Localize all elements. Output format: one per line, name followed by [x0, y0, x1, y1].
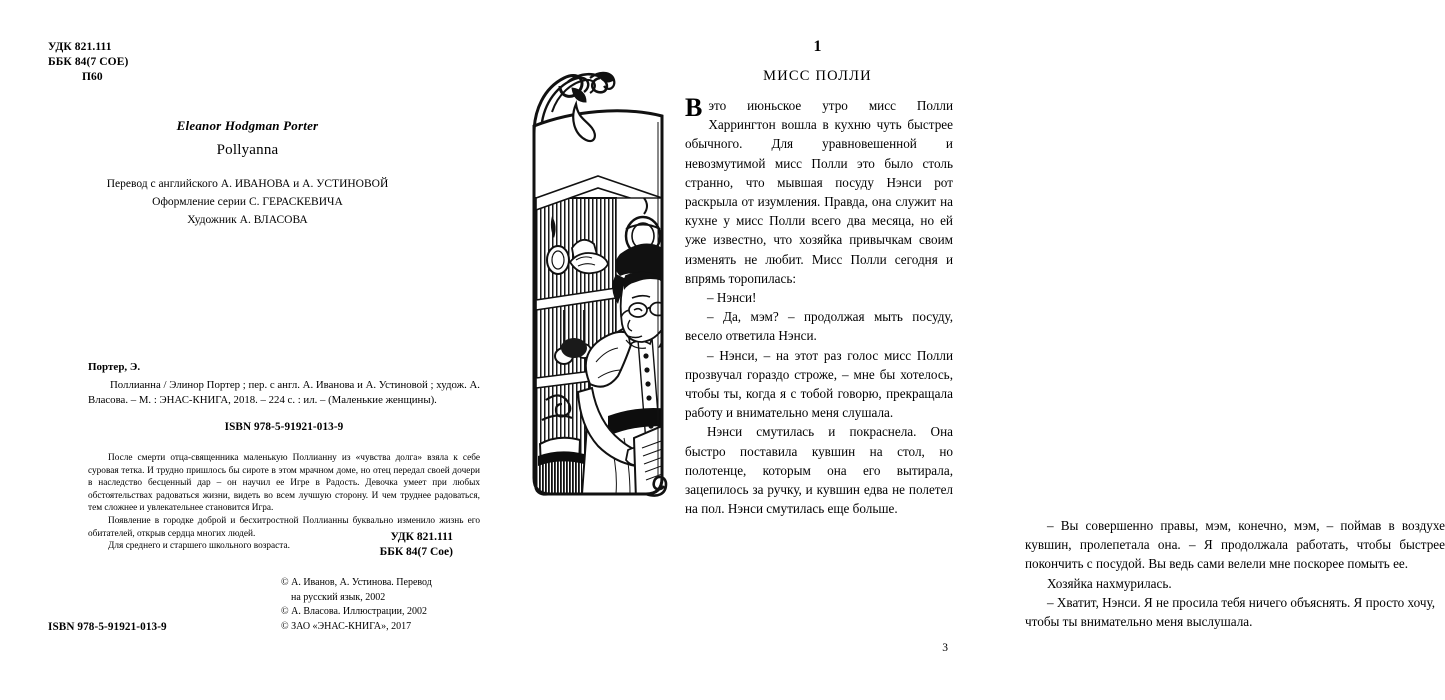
udk-bbk-bottom-block	[380, 530, 453, 560]
original-title-block	[0, 118, 495, 159]
body-paragraph-text: это июньское утро мисс Полли Харрингтон вошла в кухню чуть быстрее обычного. Для уравновешенной и невозмутимой мисс Полли это было столь странно, что мывшая посуду Нэнси рот раскрыла от изумления. Правда, она служит на кухне у мисс Полли всего два месяца, но ей уже известно, что хозяйка привычкам своим изменять не любит. Мисс Полли сегодня и впрямь торопилась:	[685, 98, 953, 286]
chapter-title: МИСС ПОЛЛИ	[763, 68, 872, 84]
body-paragraph: – Нэнси!	[707, 290, 757, 306]
illustration-scene	[512, 48, 682, 510]
cip-block	[88, 360, 480, 435]
chapter-number: 1	[813, 38, 822, 55]
body-paragraph: – Вы совершенно правы, мэм, конечно, мэм, – поймав в воздухе кувшин, пролепетала она. – Я продолжала работать, чтобы быстрее покончить с посудой. Вы ведь сами велели мне поскорее помыть ее.	[1025, 518, 1445, 572]
credits-block	[0, 175, 495, 229]
cip-description: Поллианна / Элинор Портер ; пер. с англ. А. Иванова и А. Устиновой ; худож. А. Власова. – М. : ЭНАС-КНИГА, 2018. – 224 с. : ил. – (Маленькие женщины).	[88, 378, 480, 406]
isbn-bottom: ISBN 978-5-91921-013-9	[48, 621, 167, 633]
chapter-body-narrow-column	[685, 93, 953, 518]
credit-series-design: Оформление серии С. ГЕРАСКЕВИЧА	[152, 196, 343, 208]
udk-top-line: УДК 821.111	[48, 41, 112, 53]
body-paragraph: – Хватит, Нэнси. Я не просила тебя ничего объяснять. Я просто хочу, чтобы ты внимательно меня выслушала.	[1025, 594, 1436, 630]
udk-bottom-line: УДК 821.111	[390, 531, 453, 543]
page-number: 3	[942, 642, 948, 654]
body-paragraph: Хозяйка нахмурилась.	[1047, 575, 1172, 591]
copyright-line-publisher: © ЗАО «ЭНАС-КНИГА», 2017	[281, 620, 412, 632]
copyright-line-illustrations: © А. Власова. Иллюстрации, 2002	[281, 606, 427, 617]
udk-bbk-top-block	[48, 40, 128, 85]
cip-isbn: ISBN 978-5-91921-013-9	[224, 420, 344, 433]
copyright-block	[281, 576, 432, 634]
bbk-bottom-line: ББК 84(7 Сое)	[379, 546, 453, 558]
original-author: Eleanor Hodgman Porter	[176, 118, 319, 133]
cip-author: Портер, Э.	[88, 361, 141, 373]
right-page	[495, 0, 1445, 700]
chapter-illustration	[512, 48, 682, 510]
body-paragraph	[685, 93, 953, 288]
credit-translation: Перевод с английского А. ИВАНОВА и А. УСТИНОВОЙ	[106, 178, 389, 190]
shelf-code-top: П60	[82, 71, 103, 83]
credit-artist: Художник А. ВЛАСОВА	[187, 214, 308, 226]
chapter-body-wide-column	[1025, 516, 1445, 631]
annotation-paragraph: Появление в городке доброй и бесхитростной Поллианны буквально изменило жизнь его обитателей, открыв сердца многих людей.	[88, 515, 480, 539]
copyright-line-translation-cont: на русский язык, 2002	[291, 591, 386, 603]
left-page	[0, 0, 495, 700]
copyright-line-translation: © А. Иванов, А. Устинова. Перевод	[281, 577, 432, 588]
body-paragraph: – Да, мэм? – продолжая мыть посуду, весело ответила Нэнси.	[685, 309, 953, 344]
annotation-paragraph: После смерти отца-священника маленькую Поллианну из «чувства долга» взяла к себе суровая тетка. И трудно пришлось бы сироте в этом мрачном доме, но отец передал своей дочери в наследство бесценный дар – он научил ее Игре в Радость. Девочка умеет при любых обстоятельствах радоваться жизни, видеть во всем лучшую сторону. И чем труднее радоваться, тем сложнее и увлекательнее становится Игра.	[88, 453, 480, 514]
annotation-paragraph: Для среднего и старшего школьного возраста.	[108, 541, 290, 552]
body-paragraph: – Нэнси, – на этот раз голос мисс Полли прозвучал гораздо строже, – мне бы хотелось, чтобы ты, когда я с тобой говорю, прекращала работу и внимательно меня слушала.	[685, 347, 953, 421]
drop-cap: В	[685, 93, 703, 122]
bbk-top-line: ББК 84(7 СОЕ)	[48, 56, 129, 68]
body-paragraph: Нэнси смутилась и покраснела. Она быстро поставила кувшин на стол, но полотенце, которым она его вытирала, зацепилось за ручку, и кувшин едва не полетел на пол. Нэнси смутилась еще больше.	[685, 424, 953, 517]
original-title: Pollyanna	[216, 142, 279, 158]
